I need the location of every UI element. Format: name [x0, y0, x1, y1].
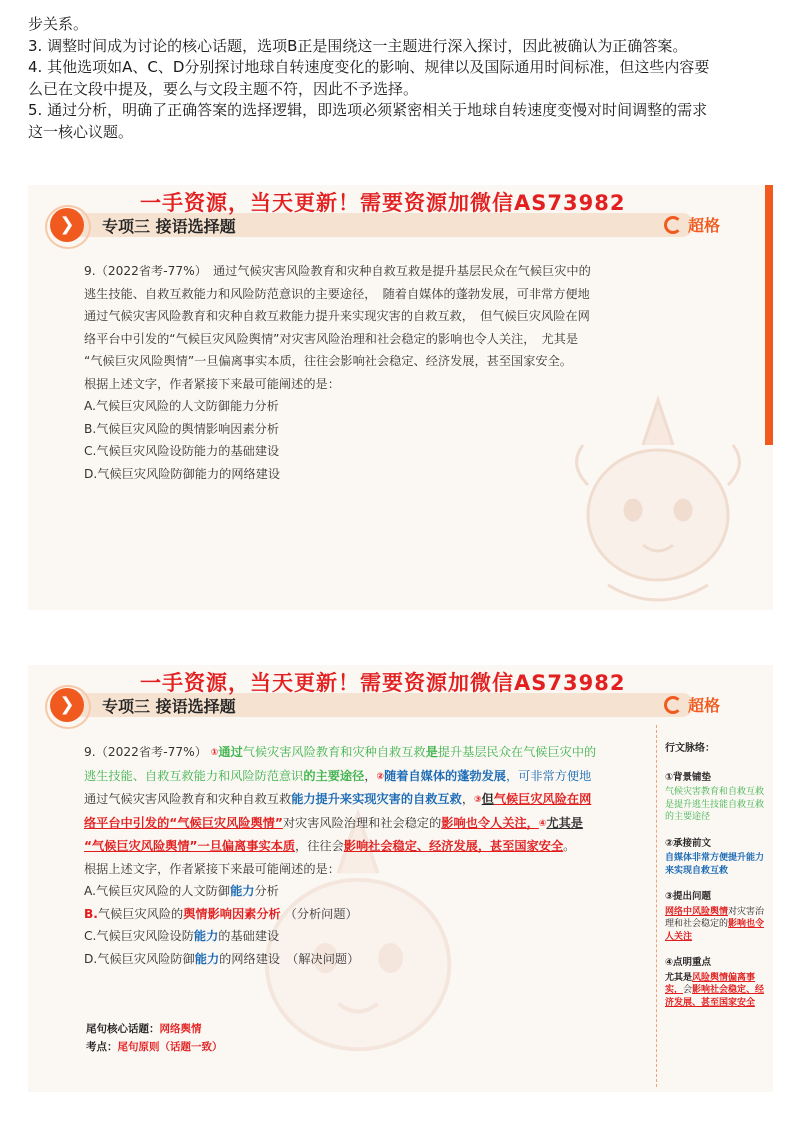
plain-text: 通过气候灾害风险教育和灾种自救互救 [84, 792, 292, 806]
question-line: 逃生技能、自救互救能力和风险防范意识的主要途径， 随着自媒体的蓬勃发展，可非常方便地 [84, 286, 590, 301]
sidebar-text: 风险舆情偏离事实， [665, 972, 756, 995]
hl-text: 随着自媒体的蓬勃发展 [384, 768, 506, 783]
sidebar-text: 会 [683, 985, 693, 995]
sidebar-item-2 [665, 838, 766, 878]
sidebar-text: 尤其是 [665, 972, 693, 983]
hl-text: 提升基层民众在气候巨灾中的 [437, 745, 597, 759]
sidebar-text: 网络中风险舆情 [665, 906, 729, 917]
hl-text: 但 [481, 792, 494, 806]
hl-text: 是 [425, 745, 438, 759]
question-slide-annotated [28, 665, 773, 1092]
option-keyword: 舆情影响因素分析 [183, 906, 281, 921]
sidebar-item-body [665, 972, 766, 1010]
option-c[interactable]: C.气候巨灾风险设防能力的基础建设 [84, 444, 280, 458]
chevron-right-icon: ❯ [50, 208, 84, 242]
plain-text: ， [461, 792, 474, 806]
sidebar-item-body: 气候灾害教育和自救互救是提升逃生技能自救互救的主要途径 [665, 787, 765, 822]
question-line [84, 812, 659, 836]
chevron-right-icon: ❯ [50, 688, 84, 722]
section-title: 专项三 接语选择题 [102, 697, 236, 716]
section-title: 专项三 接语选择题 [102, 217, 236, 236]
marker-1: ① [210, 748, 219, 758]
hl-text: 气候灾害风险教育和灾种自救互救 [242, 745, 426, 759]
option-keyword: 能力 [230, 884, 255, 898]
question-line [84, 835, 659, 858]
plain-text: ，往往会 [295, 839, 344, 853]
option-text: D.气候巨灾风险防御 [84, 951, 195, 966]
sidebar-text: 影响社会稳定、经济发展、甚至国家安全 [665, 985, 765, 1008]
intro-line: 么已在文段中提及，要么与文段主题不符，因此不予选择。 [28, 79, 419, 98]
sidebar-item-3 [665, 891, 766, 943]
option-note: （分析问题） [284, 906, 358, 921]
watermark-banner: 一手资源，当天更新！需要资源加微信AS73982 [140, 191, 626, 215]
brand-name: 超格 [688, 216, 721, 235]
option-d[interactable] [84, 948, 659, 971]
option-b[interactable]: B.气候巨灾风险的舆情影响因素分析 [84, 421, 280, 436]
hl-text: 的主要途径 [303, 768, 365, 783]
sidebar-text: 影响也令人关注 [665, 919, 765, 942]
plain-text: 对灾害风险治理和社会稳定的 [282, 815, 442, 830]
question-line [84, 788, 659, 812]
hl-text: 络平台中引发的“气候巨灾风险舆情” [84, 815, 283, 830]
sidebar-item-head: ④点明重点 [665, 957, 712, 968]
plain-text: 。 [563, 839, 576, 853]
question-line: 根据上述文字，作者紧接下来最可能阐述的是： [84, 376, 340, 391]
brand-g-icon [664, 696, 682, 714]
note-value: 网络舆情 [159, 1023, 202, 1035]
hl-text: 影响社会稳定、经济发展，甚至国家安全 [343, 839, 564, 853]
hl-text: ，可非常方便地 [506, 768, 592, 783]
intro-line: 4. 其他选项如A、C、D分别探讨地球自转速度变化的影响、规律以及国际通用时间标准，但这些内容要 [28, 58, 710, 76]
option-text: C.气候巨灾风险设防 [84, 929, 194, 943]
hl-text: 能力提升来实现灾害的自救互救 [291, 792, 462, 806]
option-text: 的网络建设 （解决问题） [219, 951, 360, 966]
question-line: “气候巨灾风险舆情”一旦偏离事实本质，往往会影响社会稳定、经济发展，甚至国家安全。 [84, 354, 572, 368]
option-letter: B. [84, 906, 98, 921]
option-text: 分析 [254, 884, 279, 898]
option-text: A.气候巨灾风险的人文防御 [84, 884, 231, 898]
brand-g-icon [664, 216, 682, 234]
watermark-banner: 一手资源，当天更新！需要资源加微信AS73982 [140, 671, 626, 695]
annotated-question-text [84, 741, 659, 970]
question-line [84, 765, 659, 789]
question-line [84, 741, 659, 765]
hl-text: 尤其是 [546, 815, 583, 830]
option-a[interactable] [84, 880, 659, 903]
hl-text: 逃生技能、自救互救能力和风险防范意识 [84, 768, 304, 783]
intro-line: 3. 调整时间成为讨论的核心话题，选项B正是围绕这一主题进行深入探讨，因此被确认为正确答案。 [28, 36, 688, 55]
sidebar-text: 对灾害治理和社会稳定的 [665, 906, 765, 929]
sidebar-item-4 [665, 957, 766, 1009]
option-d[interactable]: D.气候巨灾风险防御能力的网络建设 [84, 466, 281, 481]
question-slide-plain [28, 185, 773, 610]
sidebar-item-head: ③提出问题 [665, 891, 712, 902]
sidebar-item-head: ①背景铺垫 [665, 771, 712, 783]
intro-text [28, 14, 780, 143]
sidebar-item-head: ②承接前文 [665, 837, 712, 849]
option-a[interactable]: A.气候巨灾风险的人文防御能力分析 [84, 399, 279, 413]
intro-line: 步关系。 [28, 15, 89, 33]
sidebar-item-body: 自媒体非常方便提升能力来实现自救互救 [665, 853, 765, 876]
test-point [86, 1038, 223, 1056]
option-text: 气候巨灾风险的 [97, 906, 184, 921]
option-keyword: 能力 [193, 929, 219, 943]
plain-text: ， [364, 768, 377, 783]
tail-topic [86, 1020, 223, 1038]
intro-line: 5. 通过分析，明确了正确答案的选择逻辑，即选项必须紧密相关于地球自转速度变慢对时间调整的需求 [28, 101, 708, 119]
hl-text: “气候巨灾风险舆情”一旦偏离事实本质 [84, 839, 296, 853]
question-number: 9.（2022省考-77%） [84, 745, 207, 759]
hl-text: 通过 [218, 745, 243, 759]
question-text [84, 260, 644, 485]
question-line: 9.（2022省考-77%） 通过气候灾害风险教育和灾种自救互救是提升基层民众在气候巨灾中的 [84, 264, 591, 278]
structure-sidebar [656, 725, 766, 1087]
brand-logo [664, 693, 720, 716]
option-b[interactable] [84, 903, 659, 926]
intro-line: 这一核心议题。 [28, 122, 134, 141]
sidebar-item-1 [665, 772, 766, 824]
brand-logo [664, 213, 720, 236]
brand-name: 超格 [688, 696, 721, 715]
option-text: 的基础建设 [218, 929, 280, 943]
note-value: 尾句原则（话题一致） [117, 1041, 223, 1053]
sidebar-item-body [665, 906, 766, 944]
sidebar-title: 行文脉络： [665, 743, 715, 754]
hl-text: 气候巨灾风险在网 [493, 792, 592, 806]
bottom-notes [86, 1020, 223, 1056]
hl-text: 影响也令人关注， [441, 815, 539, 830]
option-c[interactable] [84, 925, 659, 948]
note-label: 考点： [86, 1041, 118, 1053]
note-label: 尾句核心话题： [86, 1023, 160, 1035]
question-line: 根据上述文字，作者紧接下来最可能阐述的是： [84, 861, 340, 876]
marker-3: ③ [474, 795, 482, 805]
option-keyword: 能力 [194, 951, 220, 966]
question-line: 络平台中引发的“气候巨灾风险舆情”对灾害风险治理和社会稳定的影响也令人关注， 尤其是 [84, 331, 579, 346]
question-line: 通过气候灾害风险教育和灾种自救互救能力提升来实现灾害的自救互救， 但气候巨灾风险在网 [84, 309, 590, 323]
marker-2: ② [376, 771, 385, 782]
marker-4: ④ [538, 818, 547, 829]
